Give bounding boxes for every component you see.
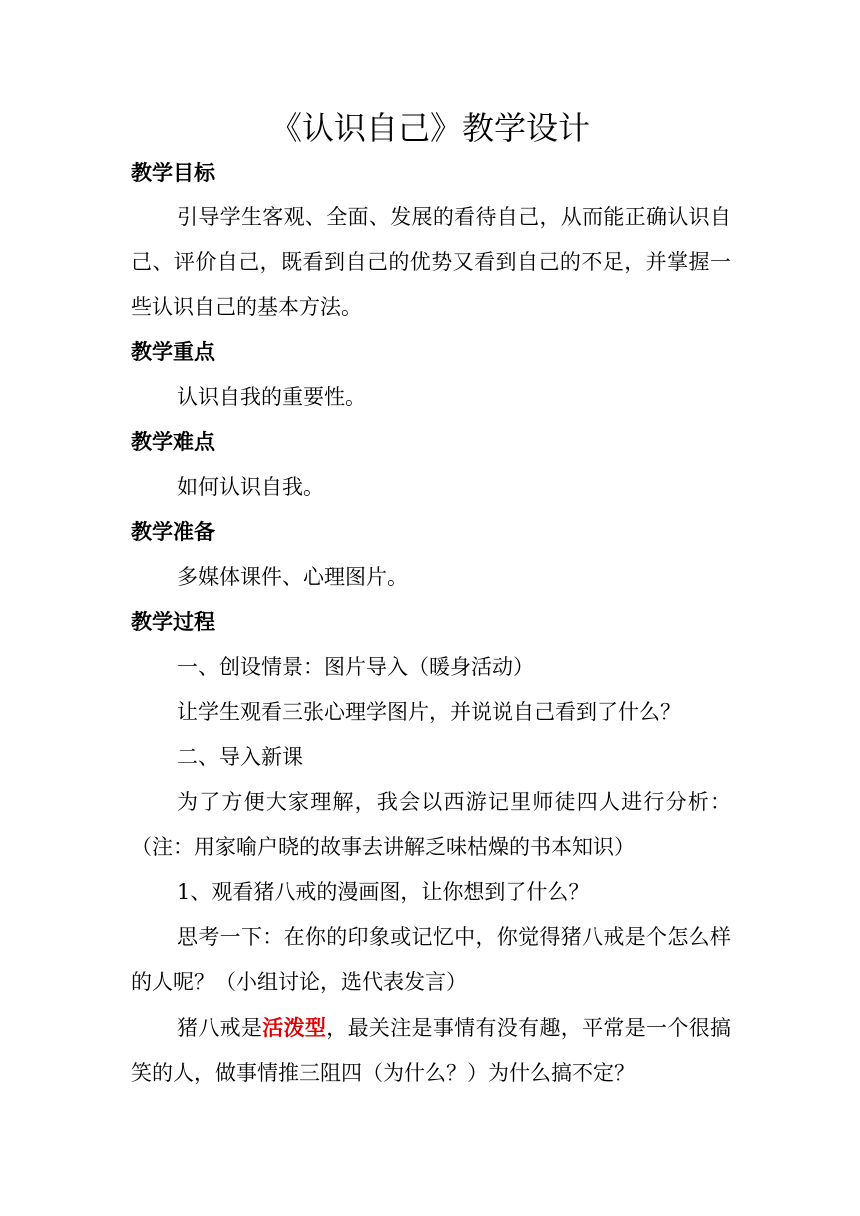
process-paragraph-7-rest: ，最关注是事情有没有趣，平常是一个很搞笑的人，做事情推三阻四（为什么？）为什么搞不定？	[131, 1016, 732, 1085]
process-paragraph-7-lead: 猪八戒是	[177, 1016, 263, 1040]
document-title: 《认识自己》教学设计	[269, 109, 590, 147]
process-paragraph-2: 让学生观看三张心理学图片，并说说自己看到了什么？	[177, 700, 681, 724]
difficulty-paragraph: 如何认识自我。	[177, 475, 324, 499]
key-point-paragraph: 认识自我的重要性。	[177, 385, 366, 409]
process-paragraph-7	[131, 1005, 731, 1096]
section-heading-process: 教学过程	[131, 610, 215, 634]
section-heading-objectives: 教学目标	[131, 161, 215, 185]
section-heading-key-point: 教学重点	[131, 340, 215, 364]
process-paragraph-1: 一、创设情景：图片导入（暖身活动）	[177, 655, 534, 679]
objectives-paragraph: 引导学生客观、全面、发展的看待自己，从而能正确认识自己、评价自己，既看到自己的优势又看到自己的不足，并掌握一些认识自己的基本方法。	[131, 205, 731, 319]
process-paragraph-3: 二、导入新课	[177, 745, 303, 769]
section-heading-preparation: 教学准备	[131, 520, 215, 544]
highlight-text: 活泼型	[262, 1015, 327, 1040]
process-paragraph-6: 思考一下：在你的印象或记忆中，你觉得猪八戒是个怎么样的人呢？（小组讨论，选代表发言）	[131, 925, 731, 994]
process-paragraph-4: 为了方便大家理解，我会以西游记里师徒四人进行分析：（注：用家喻户晓的故事去讲解乏味枯燥的书本知识）	[131, 790, 731, 859]
preparation-paragraph: 多媒体课件、心理图片。	[177, 565, 408, 589]
section-heading-difficulty: 教学难点	[131, 430, 215, 454]
process-paragraph-5: 1、观看猪八戒的漫画图，让你想到了什么？	[177, 880, 590, 904]
